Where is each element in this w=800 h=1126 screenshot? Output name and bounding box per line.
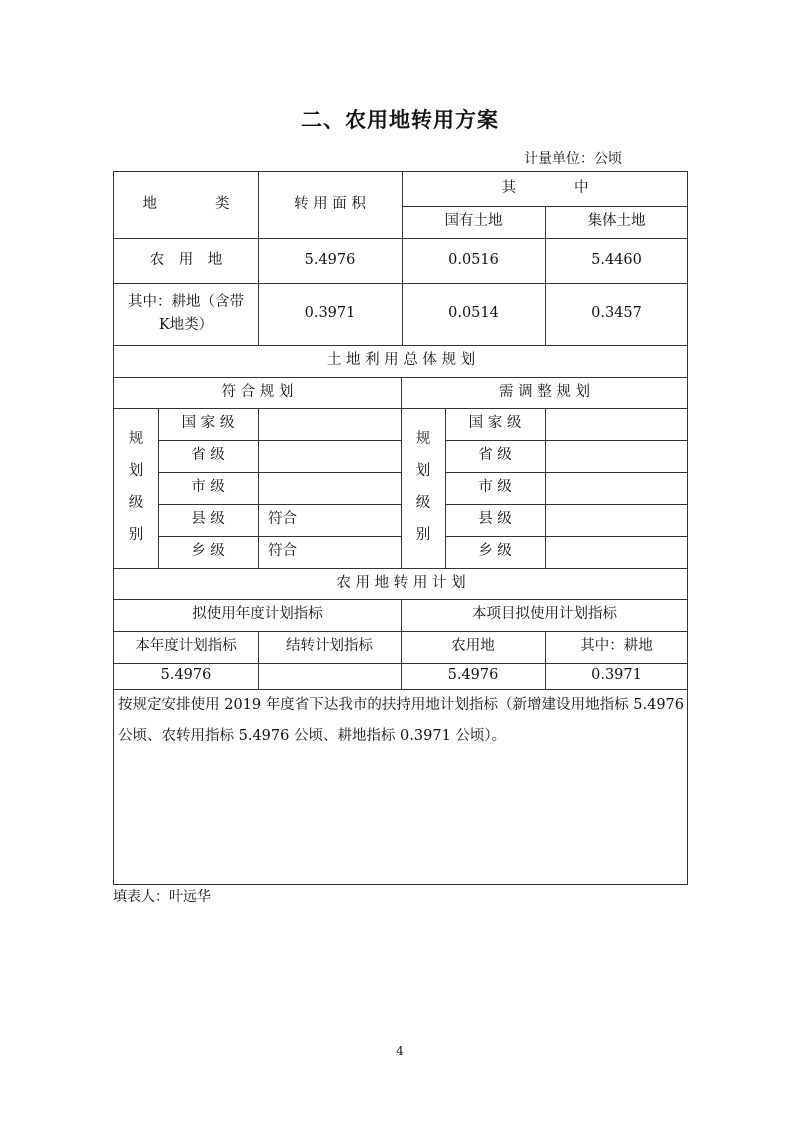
header-of-which: 其 中 — [501, 180, 589, 197]
conform-value-national — [258, 408, 401, 440]
carryover-value — [258, 663, 401, 689]
level-county: 县 级 — [191, 511, 225, 528]
row-farmland-collective: 0.3457 — [591, 305, 642, 322]
filled-by: 填表人：叶远华 — [113, 889, 211, 905]
row-agri-area: 5.4976 — [304, 251, 356, 268]
page-number: 4 — [396, 1044, 404, 1058]
row-farmland-label: 其中：耕地（含带K地类） — [128, 293, 244, 333]
adjust-level-national: 国 家 级 — [468, 415, 522, 432]
planned-annual-header: 拟使用年度计划指标 — [192, 606, 323, 623]
conversion-table — [113, 171, 688, 885]
row-farmland-area: 0.3971 — [304, 305, 356, 322]
project-planned-header: 本项目拟使用计划指标 — [472, 606, 617, 623]
header-area: 转 用 面 积 — [294, 196, 366, 213]
row-agri-collective: 5.4460 — [591, 251, 642, 268]
row-agri-label: 农 用 地 — [149, 251, 223, 268]
note-text: 按规定安排使用 2019 年度省下达我市的扶持用地计划指标（新增建设用地指标 5.4976 公顷、农转用指标 5.4976 公顷、耕地指标 0.3971 公顷）。 — [118, 697, 684, 744]
level-label-char: 规 — [128, 431, 144, 448]
adjust-level-provincial: 省 级 — [478, 447, 512, 464]
conform-value-provincial — [258, 440, 401, 472]
farmland-header: 其中：耕地 — [580, 638, 653, 655]
planning-needs-adjust: 需 调 整 规 划 — [499, 383, 590, 400]
conform-value-county: 符合 — [268, 511, 297, 528]
conversion-section-title: 农 用 地 转 用 计 划 — [336, 574, 466, 591]
row-farmland-state: 0.0514 — [448, 305, 499, 322]
level-label-char: 划 — [415, 463, 431, 480]
level-national: 国 家 级 — [181, 415, 235, 432]
level-label-left — [114, 408, 158, 568]
adjust-level-municipal: 市 级 — [478, 479, 512, 496]
header-collective: 集体土地 — [587, 213, 646, 230]
conform-value-township: 符合 — [268, 543, 297, 560]
adjust-value-provincial — [545, 440, 688, 472]
level-label-char: 划 — [128, 463, 144, 480]
adjust-level-county: 县 级 — [478, 511, 512, 528]
level-label-char: 级 — [415, 495, 431, 511]
agri-land-value: 5.4976 — [447, 667, 499, 684]
level-provincial: 省 级 — [191, 447, 225, 464]
level-label-char: 别 — [415, 526, 431, 543]
agri-land-header: 农用地 — [451, 638, 495, 655]
row-agri-state: 0.0516 — [448, 251, 499, 268]
farmland-value: 0.3971 — [591, 667, 642, 684]
adjust-value-county — [545, 504, 688, 536]
planning-section-title: 土 地 利 用 总 体 规 划 — [326, 352, 476, 369]
adjust-value-municipal — [545, 472, 688, 504]
adjust-value-township — [545, 536, 688, 568]
level-label-right — [401, 408, 445, 568]
planning-conforming: 符 合 规 划 — [221, 383, 294, 400]
unit-label: 计量单位：公顷 — [524, 151, 622, 167]
this-year-header: 本年度计划指标 — [135, 638, 237, 655]
level-municipal: 市 级 — [191, 479, 225, 496]
adjust-level-township: 乡 级 — [478, 543, 512, 560]
adjust-value-national — [545, 408, 688, 440]
header-state-owned: 国有土地 — [444, 213, 503, 230]
level-label-char: 级 — [128, 495, 144, 511]
carryover-header: 结转计划指标 — [286, 638, 373, 655]
this-year-value: 5.4976 — [160, 667, 212, 684]
page-title: 二、农用地转用方案 — [301, 108, 499, 132]
level-label-char: 规 — [415, 431, 431, 448]
header-land-type: 地 类 — [142, 196, 230, 213]
level-township: 乡 级 — [191, 543, 225, 560]
conform-value-municipal — [258, 472, 401, 504]
level-label-char: 别 — [128, 526, 144, 543]
